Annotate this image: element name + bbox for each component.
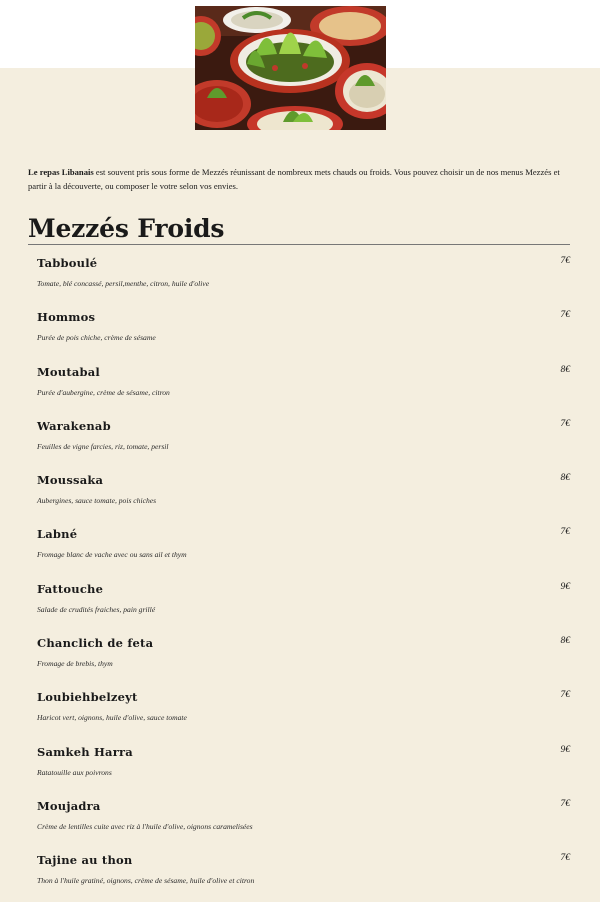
menu-item-name: Moujadra — [37, 798, 101, 813]
intro-text: est souvent pris sous forme de Mezzés réunissant de nombreux mets chauds ou froids. Vous pouvez choisir un de nos menus Mezzés et partir à la découverte, ou composer le votre selon vos envies. — [28, 167, 560, 191]
menu-item — [0, 359, 600, 413]
menu-item — [0, 630, 600, 684]
menu-list — [0, 250, 600, 902]
menu-item-description: Purée de pois chiche, crème de sésame — [37, 333, 156, 343]
menu-item-name: Moussaka — [37, 473, 104, 488]
menu-item-price: 9€ — [560, 744, 570, 755]
mezze-photo — [195, 6, 386, 130]
intro-bold: Le repas Libanais — [28, 167, 94, 177]
menu-item-name: Tajine au thon — [37, 853, 133, 868]
menu-item-name: Labné — [37, 527, 78, 542]
menu-item — [0, 304, 600, 358]
menu-item — [0, 576, 600, 630]
menu-item-price: 7€ — [560, 418, 570, 429]
menu-item-description: Fromage de brebis, thym — [37, 659, 113, 669]
menu-item — [0, 684, 600, 738]
menu-item-name: Loubiehbelzeyt — [37, 690, 138, 705]
menu-item-description: Thon à l'huile gratiné, oignons, crème de sésame, huile d'olive et citron — [37, 876, 255, 886]
menu-item — [0, 847, 600, 901]
menu-item-description: Haricot vert, oignons, huile d'olive, sauce tomate — [37, 713, 187, 723]
mezze-photo-illustration — [195, 6, 386, 130]
menu-item-description: Salade de crudités fraiches, pain grillé — [37, 604, 156, 614]
menu-item — [0, 793, 600, 847]
menu-item — [0, 467, 600, 521]
menu-item — [0, 250, 600, 304]
section-divider — [28, 244, 570, 245]
menu-item-price: 8€ — [560, 636, 570, 647]
menu-item-name: Fattouche — [37, 581, 104, 596]
menu-item-price: 8€ — [560, 473, 570, 484]
menu-item — [0, 413, 600, 467]
menu-item-description: Fromage blanc de vache avec ou sans ail et thym — [37, 550, 187, 560]
menu-item-price: 7€ — [560, 310, 570, 321]
menu-item-description: Tomate, blé concassé, persil,menthe, citron, huile d'olive — [37, 279, 210, 288]
intro-paragraph — [28, 166, 576, 193]
menu-item-name: Warakenab — [37, 418, 111, 433]
menu-item-description: Purée d'aubergine, crème de sésame, citron — [37, 387, 170, 397]
menu-item-name: Tabboulé — [37, 256, 98, 270]
menu-item-price: 7€ — [560, 798, 570, 809]
menu-item-description: Ratatouille aux poivrons — [37, 767, 112, 777]
menu-item-description: Aubergines, sauce tomate, pois chiches — [37, 496, 157, 506]
menu-item — [0, 739, 600, 793]
menu-item-price: 8€ — [560, 364, 570, 375]
menu-item-price: 7€ — [560, 256, 570, 266]
menu-item-price: 7€ — [560, 690, 570, 701]
menu-item-description: Feuilles de vigne farcies, riz, tomate, persil — [37, 441, 169, 451]
menu-item-name: Hommos — [37, 310, 96, 325]
menu-item-price: 7€ — [560, 527, 570, 538]
section-title: Mezzés Froids — [28, 214, 225, 243]
menu-item-description: Crème de lentilles cuite avec riz à l'huile d'olive, oignons caramelisées — [37, 821, 253, 831]
menu-item-name: Chanclich de feta — [37, 636, 154, 651]
menu-item-price: 7€ — [560, 853, 570, 864]
menu-item-name: Samkeh Harra — [37, 744, 133, 759]
menu-item-name: Moutabal — [37, 364, 100, 379]
menu-item-price: 9€ — [560, 581, 570, 592]
menu-item — [0, 521, 600, 575]
